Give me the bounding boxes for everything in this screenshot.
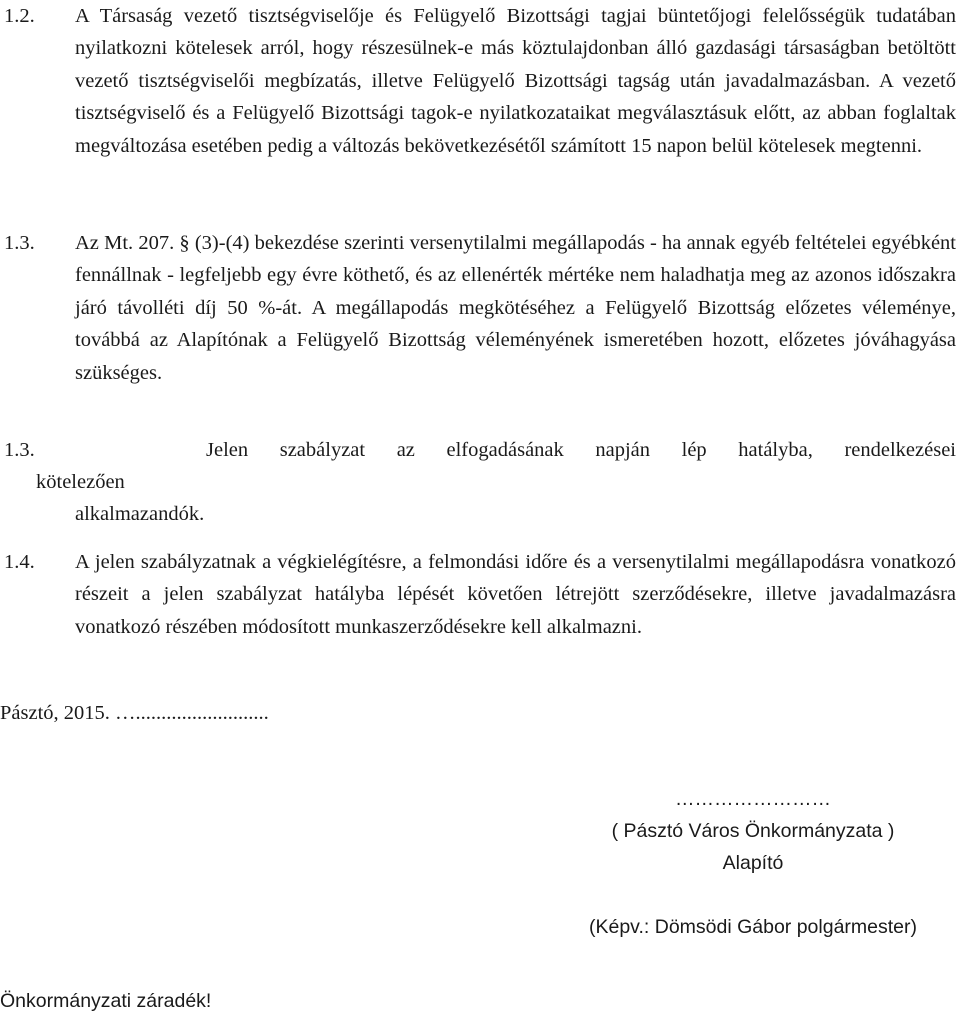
closing-clause: Önkormányzati záradék! <box>0 990 212 1012</box>
place-and-date: Pásztó, 2015. ….......................... <box>0 702 269 724</box>
signature-block <box>546 783 960 943</box>
section-number: 1.2. <box>4 5 35 27</box>
section-number: 1.4. <box>4 551 35 573</box>
signatory-representative: (Képv.: Dömsödi Gábor polgármester) <box>588 916 917 938</box>
section-number: 1.3. <box>4 232 35 254</box>
section-text-line-1: Jelen szabályzat az elfogadásának napján lép hatályba, rendelkezései <box>206 439 956 461</box>
signature-line: …………………… <box>675 788 831 810</box>
signatory-entity: ( Pásztó Város Önkormányzata ) <box>611 820 895 842</box>
section-number: 1.3. <box>4 439 35 461</box>
signatory-role: Alapító <box>722 852 784 874</box>
section-1-2 <box>4 0 956 162</box>
section-text-line-3: alkalmazandók. <box>75 503 205 525</box>
section-1-4 <box>4 546 956 643</box>
signature-spacer <box>546 879 960 911</box>
section-1-3-noncompete <box>4 227 956 389</box>
section-text: A jelen szabályzatnak a végkielégítésre, a felmondási időre és a versenytilalmi megállapodásra vonatkozó részeit a jelen szabályzat hatályba lépését követően létrejött szerződésekre, illetve javadalmazásra vonatkozó részében módosított munkaszerződésekre kell alkalmazni. <box>75 551 956 638</box>
section-text: A Társaság vezető tisztségviselője és Felügyelő Bizottsági tagjai büntetőjogi felelősségük tudatában nyilatkozni kötelesek arról, hogy részesülnek-e más köztulajdonban álló gazdasági társaságban betöltött vezető tisztségviselői megbízatás, illetve Felügyelő Bizottsági tagság után javadalmazásban. A vezető tisztségviselő és a Felügyelő Bizottsági tagok-e nyilatkozataikat megválasztásuk előtt, az abban foglaltak megváltozása esetében pedig a változás bekövetkezésétől számított 15 napon belül kötelesek megtenni. <box>75 5 956 157</box>
section-text-line-2: kötelezően <box>36 471 125 493</box>
section-text: Az Mt. 207. § (3)-(4) bekezdése szerinti versenytilalmi megállapodás - ha annak egyéb feltételei egyébként fennállnak - legfeljebb egy évre köthető, és az ellenérték mértéke nem haladhatja meg az azonos időszakra járó távolléti díj 50 %-át. A megállapodás megkötéséhez a Felügyelő Bizottság előzetes véleménye, továbbá az Alapítónak a Felügyelő Bizottság véleményének ismeretében hozott, előzetes jóváhagyása szükséges. <box>75 232 956 384</box>
